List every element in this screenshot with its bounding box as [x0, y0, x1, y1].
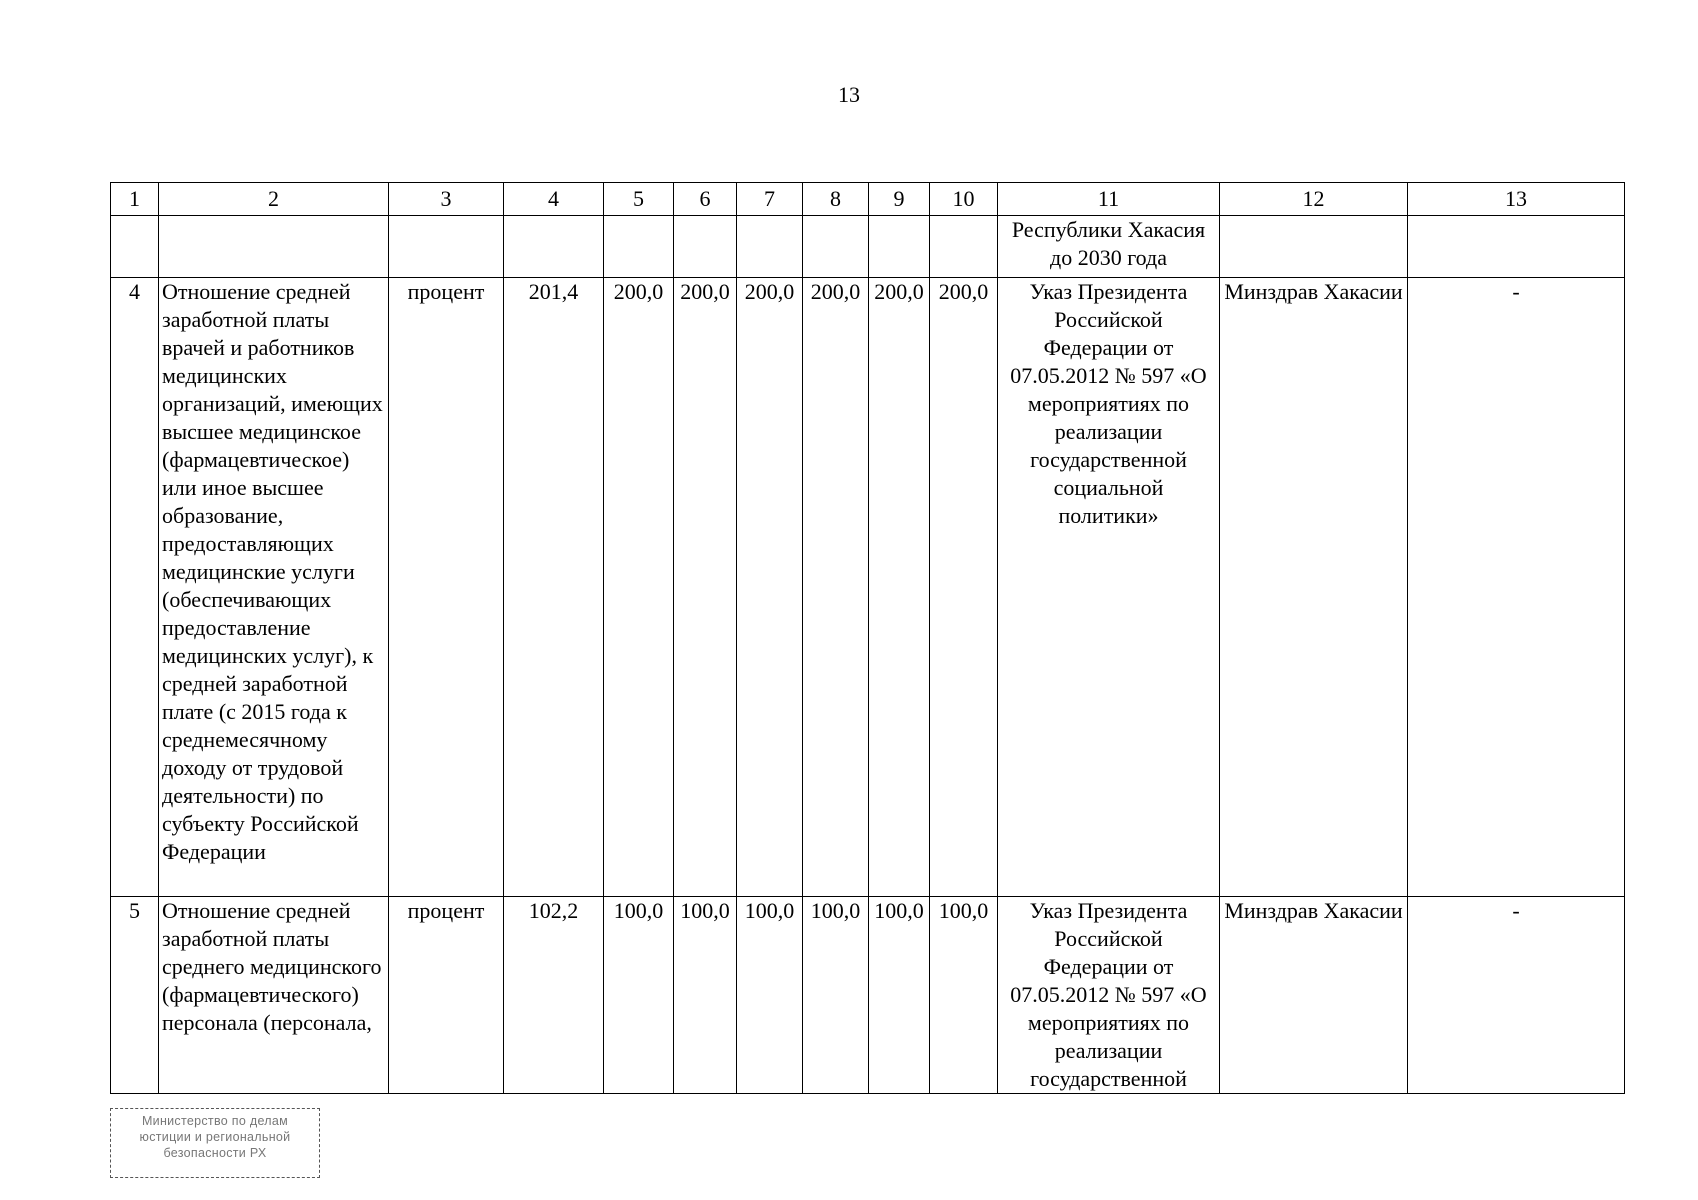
- value-cell: 100,0: [737, 897, 803, 1094]
- column-number: 5: [604, 183, 674, 216]
- row-number: 5: [111, 897, 159, 1094]
- column-number: 6: [674, 183, 737, 216]
- value-cell: 100,0: [604, 897, 674, 1094]
- column-number: 9: [869, 183, 930, 216]
- value-cell: 200,0: [674, 278, 737, 897]
- column-number: 4: [504, 183, 604, 216]
- value-cell: 201,4: [504, 278, 604, 897]
- basis-continuation: Республики Хакасия до 2030 года: [998, 216, 1220, 278]
- registration-stamp: [110, 1108, 320, 1178]
- value-cell: 200,0: [604, 278, 674, 897]
- value-cell: 200,0: [930, 278, 998, 897]
- column-number: 11: [998, 183, 1220, 216]
- row-number: 4: [111, 278, 159, 897]
- value-cell: 200,0: [737, 278, 803, 897]
- value-cell: 100,0: [803, 897, 869, 1094]
- column-number-row: [111, 183, 1625, 216]
- unit: процент: [389, 278, 504, 897]
- value-cell: 100,0: [674, 897, 737, 1094]
- column-number: 12: [1220, 183, 1408, 216]
- table-row: [111, 897, 1625, 1094]
- legal-basis: Указ Президента Российской Федерации от 07.05.2012 № 597 «О мероприятиях по реализации государственной: [998, 897, 1220, 1094]
- value-cell: 102,2: [504, 897, 604, 1094]
- stamp-line: безопасности РХ: [163, 1146, 267, 1160]
- indicator-name: Отношение средней заработной платы среднего медицинского (фармацевтического) персонала (персонала,: [159, 897, 389, 1094]
- note: -: [1408, 897, 1625, 1094]
- column-number: 2: [159, 183, 389, 216]
- table-row: [111, 278, 1625, 897]
- value-cell: 200,0: [803, 278, 869, 897]
- legal-basis: Указ Президента Российской Федерации от 07.05.2012 № 597 «О мероприятиях по реализации государственной социальной политики»: [998, 278, 1220, 897]
- stamp-line: юстиции и региональной: [139, 1130, 291, 1144]
- column-number: 10: [930, 183, 998, 216]
- column-number: 13: [1408, 183, 1625, 216]
- unit: процент: [389, 897, 504, 1094]
- column-number: 7: [737, 183, 803, 216]
- indicator-name: Отношение средней заработной платы врачей и работников медицинских организаций, имеющих высшее медицинское (фармацевтическое) или иное высшее образование, предоставляющих медицинские услуги (обеспечивающих предоставление медицинских услуг), к средней заработной плате (с 2015 года к среднемесячному доходу от трудовой деятельности) по субъекту Российской Федерации: [159, 278, 389, 897]
- value-cell: 100,0: [930, 897, 998, 1094]
- column-number: 1: [111, 183, 159, 216]
- indicators-table: [110, 182, 1625, 1094]
- value-cell: 100,0: [869, 897, 930, 1094]
- continuation-row: [111, 216, 1625, 278]
- responsible-body: Минздрав Хакасии: [1220, 897, 1408, 1094]
- page-number: 13: [838, 82, 860, 107]
- column-number: 8: [803, 183, 869, 216]
- responsible-body: Минздрав Хакасии: [1220, 278, 1408, 897]
- value-cell: 200,0: [869, 278, 930, 897]
- stamp-line: Министерство по делам: [141, 1114, 289, 1128]
- column-number: 3: [389, 183, 504, 216]
- note: -: [1408, 278, 1625, 897]
